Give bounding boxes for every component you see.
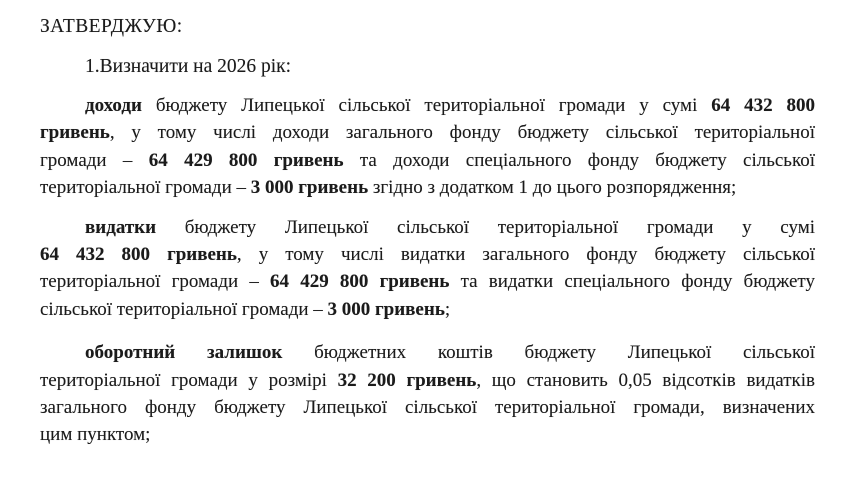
bold-text-run: доходи: [85, 95, 142, 116]
bold-text-run: гривень: [40, 122, 110, 144]
paragraph: [40, 214, 815, 324]
text-line: [40, 339, 815, 366]
text-line: [40, 147, 815, 174]
text-line: [40, 119, 815, 146]
approve-heading: ЗАТВЕРДЖУЮ:: [40, 16, 183, 37]
text-run: бюджету Липецької сільської територіальної громади у сумі: [156, 216, 815, 238]
paragraph: [40, 92, 815, 202]
text-run: бюджету Липецької сільської територіальної громади у сумі: [141, 95, 712, 116]
text-line: [40, 367, 815, 394]
bold-text-run: 64 432 800: [711, 95, 816, 116]
text-run: територіальної громади у розмірі: [40, 369, 338, 391]
text-line: [40, 174, 815, 201]
text-run: бюджетних коштів бюджету Липецької сільської: [282, 342, 815, 364]
text-run: громади –: [40, 149, 149, 171]
item-1-heading: 1.Визначити на 2026 рік:: [85, 56, 292, 77]
text-run: та видатки спеціального фонду бюджету: [449, 271, 815, 293]
bold-text-run: 64 432 800 гривень: [40, 244, 237, 266]
text-run: , у тому числі доходи загального фонду бюджету сільської територіальної: [109, 122, 815, 144]
text-run: , у тому числі видатки загального фонду бюджету сільської: [236, 244, 815, 266]
text-line: [40, 241, 815, 268]
text-line: [40, 421, 815, 448]
text-run: згідно з додатком 1 до цього розпорядження;: [368, 177, 737, 199]
text-run: , що становить 0,05 відсотків видатків: [476, 369, 815, 391]
bold-text-run: видатки: [85, 216, 157, 238]
paragraph: [40, 339, 815, 449]
text-run: територіальної громади –: [40, 271, 271, 293]
text-line: [40, 92, 815, 119]
text-run: та доходи спеціального фонду бюджету сільської: [343, 149, 816, 171]
text-line: [40, 394, 815, 421]
text-run: територіальної громади –: [40, 177, 251, 199]
text-run: загального фонду бюджету Липецької сільської територіальної громади, визначених: [40, 397, 815, 419]
bold-text-run: 3 000 гривень: [327, 298, 445, 320]
text-line: [40, 268, 815, 295]
paragraphs: [40, 92, 815, 449]
text-line: [40, 296, 815, 323]
text-line: [40, 214, 815, 241]
bold-text-run: 64 429 800 гривень: [270, 271, 450, 293]
bold-text-run: 64 429 800 гривень: [148, 149, 344, 171]
text-run: цим пунктом;: [40, 424, 151, 446]
text-run: сільської територіальної громади –: [40, 298, 328, 320]
bold-text-run: 3 000 гривень: [250, 177, 369, 199]
text-run: ;: [444, 298, 451, 320]
bold-text-run: оборотний залишок: [85, 342, 283, 364]
bold-text-run: 32 200 гривень: [337, 369, 477, 391]
